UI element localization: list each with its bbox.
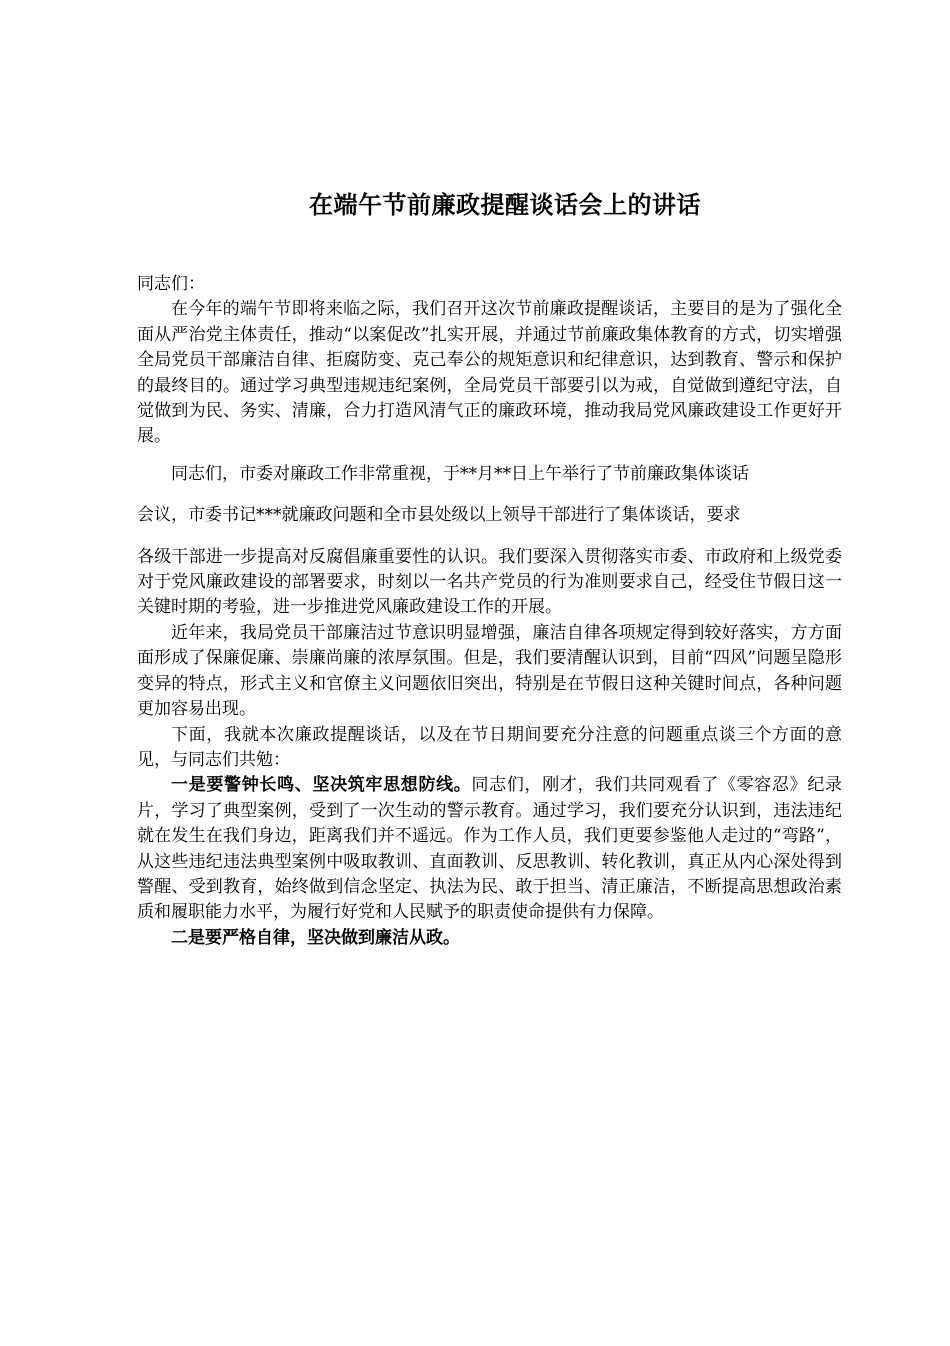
document-body xyxy=(137,272,842,951)
point-one-heading: 一是要警钟长鸣、坚决筑牢思想防线。 xyxy=(171,775,472,796)
paragraph-4: 下面，我就本次廉政提醒谈话，以及在节日期间要充分注意的问题重点谈三个方面的意见，与同志们共勉： xyxy=(137,724,842,770)
paragraph-2-line-3: 各级干部进一步提高对反腐倡廉重要性的认识。我们要深入贯彻落实市委、市政府和上级党委对于党风廉政建设的部署要求，时刻以一名共产党员的行为准则要求自己，经受住节假日这一关键时期的考验，进一步推进党风廉政建设工作的开展。 xyxy=(137,546,842,618)
document-title: 在端午节前廉政提醒谈话会上的讲话 xyxy=(309,191,701,219)
point-one-text: 同志们，刚才，我们共同观看了《零容忍》纪录片，学习了典型案例，受到了一次生动的警示教育。通过学习，我们要充分认识到，违法违纪就在发生在我们身边，距离我们并不遥远。作为工作人员，我们更要参鉴他人走过的“弯路”，从这些违纪违法典型案例中吸取教训、直面教训、反思教训、转化教训，真正从内心深处得到警醒、受到教育，始终做到信念坚定、执法为民、敢于担当、清正廉洁，不断提高思想政治素质和履职能力水平，为履行好党和人民赋予的职责使命提供有力保障。 xyxy=(137,775,843,923)
paragraph-2-line-2: 会议，市委书记***就廉政问题和全市县处级以上领导干部进行了集体谈话，要求 xyxy=(137,505,741,526)
salutation: 同志们： xyxy=(137,274,205,294)
point-one xyxy=(137,773,842,925)
paragraph-1: 在今年的端午节即将来临之际，我们召开这次节前廉政提醒谈话，主要目的是为了强化全面从严治党主体责任，推动“以案促改”扎实开展，并通过节前廉政集体教育的方式，切实增强全局党员干部廉洁自律、拒腐防变、克己奉公的规矩意识和纪律意识，达到教育、警示和保护的最终目的。通过学习典型违规违纪案例，全局党员干部要引以为戒，自觉做到遵纪守法，自觉做到为民、务实、清廉，合力打造风清气正的廉政环境，推动我局党风廉政建设工作更好开展。 xyxy=(137,299,842,447)
point-two-heading: 二是要严格自律，坚决做到廉洁从政。 xyxy=(171,927,460,948)
paragraph-2: 同志们，市委对廉政工作非常重视，于**月**日上午举行了节前廉政集体谈话 xyxy=(171,463,749,484)
paragraph-3: 近年来，我局党员干部廉洁过节意识明显增强，廉洁自律各项规定得到较好落实，方方面面形成了保廉促廉、崇廉尚廉的浓厚氛围。但是，我们要清醒认识到，目前“四风”问题呈隐形变异的特点，形式主义和官僚主义问题依旧突出，特别是在节假日这种关键时间点，各种问题更加容易出现。 xyxy=(137,622,842,720)
